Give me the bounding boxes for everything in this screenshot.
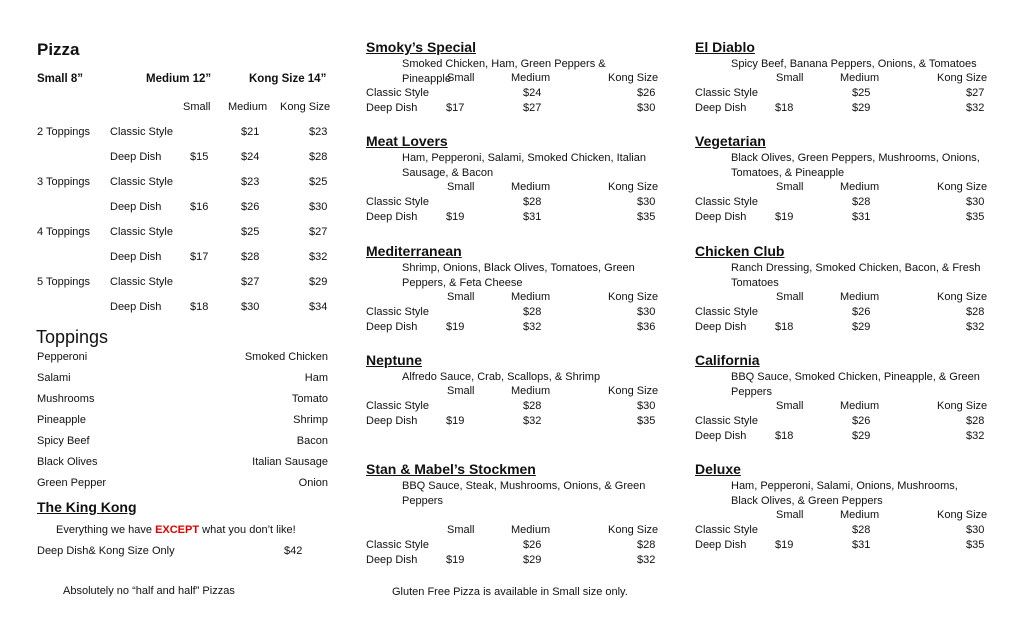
king-kong-price: $42 xyxy=(284,545,303,557)
toppings-count: 5 Toppings xyxy=(37,276,91,288)
topping-item: Ham xyxy=(304,372,328,384)
crust-style: Classic Style xyxy=(695,524,758,536)
col-header-kong: Kong Size xyxy=(937,400,988,412)
price-kong: $30 xyxy=(637,306,656,318)
price-medium: $26 xyxy=(852,306,871,318)
crust-style: Deep Dish xyxy=(695,102,747,114)
price-kong: $32 xyxy=(966,321,985,333)
crust-style: Deep Dish xyxy=(110,151,162,163)
crust-style: Deep Dish xyxy=(695,321,747,333)
topping-item: Bacon xyxy=(296,435,328,447)
specialty-title: El Diablo xyxy=(695,39,755,55)
col-header-medium: Medium xyxy=(511,181,551,193)
size-kong-heading: Kong Size 14” xyxy=(249,73,327,85)
col-header-small: Small xyxy=(183,101,211,113)
price-medium: $27 xyxy=(523,102,542,114)
price-kong: $27 xyxy=(309,226,328,238)
price-medium: $29 xyxy=(523,554,542,566)
price-kong: $30 xyxy=(637,102,656,114)
price-medium: $25 xyxy=(852,87,871,99)
specialty-title: Neptune xyxy=(366,352,422,368)
size-small-heading: Small 8” xyxy=(37,73,84,85)
topping-item: Shrimp xyxy=(293,414,328,426)
king-kong-title: The King Kong xyxy=(37,499,137,515)
topping-item: Tomato xyxy=(291,393,328,405)
price-small: $18 xyxy=(775,102,794,114)
price-kong: $28 xyxy=(966,415,985,427)
price-medium: $32 xyxy=(523,415,542,427)
price-kong: $27 xyxy=(966,87,985,99)
price-medium: $27 xyxy=(241,276,260,288)
specialty-description: Black Olives, Green Peppers, Mushrooms, Onions, Tomatoes, & Pineapple xyxy=(731,152,980,179)
topping-item: Onion xyxy=(298,477,328,489)
price-medium: $31 xyxy=(523,211,542,223)
specialty-description: BBQ Sauce, Smoked Chicken, Pineapple, & Green Peppers xyxy=(731,371,980,398)
price-medium: $24 xyxy=(523,87,542,99)
price-medium: $21 xyxy=(241,126,260,138)
topping-item: Green Pepper xyxy=(37,477,107,489)
crust-style: Classic Style xyxy=(366,196,429,208)
crust-style: Deep Dish xyxy=(366,415,418,427)
price-medium: $29 xyxy=(852,430,871,442)
price-medium: $29 xyxy=(852,102,871,114)
crust-style: Classic Style xyxy=(110,226,173,238)
specialty-title: Smoky’s Special xyxy=(366,39,476,55)
col-header-small: Small xyxy=(447,291,475,303)
king-kong-size-label: Deep Dish& Kong Size Only xyxy=(37,545,175,557)
toppings-count: 2 Toppings xyxy=(37,126,91,138)
price-medium: $32 xyxy=(523,321,542,333)
crust-style: Deep Dish xyxy=(366,321,418,333)
crust-style: Deep Dish xyxy=(110,301,162,313)
col-header-medium: Medium xyxy=(840,181,880,193)
col-header-medium: Medium xyxy=(511,72,551,84)
specialty-description: Shrimp, Onions, Black Olives, Tomatoes, Green Peppers, & Feta Cheese xyxy=(402,262,635,289)
price-kong: $30 xyxy=(637,400,656,412)
col-header-small: Small xyxy=(776,291,804,303)
price-small: $18 xyxy=(775,321,794,333)
price-small: $19 xyxy=(446,211,465,223)
specialty-title: California xyxy=(695,352,760,368)
specialty-description: Smoked Chicken, Ham, Green Peppers & Pineapple xyxy=(402,58,606,85)
price-small: $17 xyxy=(446,102,465,114)
price-kong: $32 xyxy=(966,430,985,442)
price-kong: $36 xyxy=(637,321,656,333)
price-medium: $28 xyxy=(241,251,260,263)
col-header-small: Small xyxy=(447,524,475,536)
col-header-kong: Kong Size xyxy=(608,291,659,303)
toppings-heading: Toppings xyxy=(36,327,109,347)
price-kong: $34 xyxy=(309,301,328,313)
specialty-description: BBQ Sauce, Steak, Mushrooms, Onions, & Green Peppers xyxy=(402,480,646,507)
specialty-title: Chicken Club xyxy=(695,243,785,259)
crust-style: Classic Style xyxy=(366,400,429,412)
price-kong: $35 xyxy=(966,211,985,223)
topping-item: Pepperoni xyxy=(37,351,88,363)
price-kong: $28 xyxy=(966,306,985,318)
specialty-title: Meat Lovers xyxy=(366,133,448,149)
king-kong-description: Everything we have EXCEPT what you don’t like! xyxy=(56,524,296,536)
price-medium: $26 xyxy=(241,201,260,213)
specialty-title: Vegetarian xyxy=(695,133,766,149)
price-medium: $23 xyxy=(241,176,260,188)
col-header-small: Small xyxy=(776,72,804,84)
half-and-half-note: Absolutely no “half and half” Pizzas xyxy=(63,585,235,597)
gluten-free-note: Gluten Free Pizza is available in Small size only. xyxy=(392,586,628,598)
price-small: $18 xyxy=(775,430,794,442)
price-kong: $35 xyxy=(637,415,656,427)
crust-style: Deep Dish xyxy=(695,539,747,551)
price-kong: $30 xyxy=(966,524,985,536)
col-header-kong: Kong Size xyxy=(937,509,988,521)
price-small: $19 xyxy=(446,554,465,566)
col-header-small: Small xyxy=(776,181,804,193)
specialty-description: Ranch Dressing, Smoked Chicken, Bacon, & Fresh Tomatoes xyxy=(731,262,981,289)
topping-item: Spicy Beef xyxy=(37,435,90,447)
col-header-kong: Kong Size xyxy=(280,101,331,113)
specialty-title: Mediterranean xyxy=(366,243,462,259)
price-small: $15 xyxy=(190,151,209,163)
col-header-kong: Kong Size xyxy=(937,291,988,303)
col-header-medium: Medium xyxy=(511,385,551,397)
price-medium: $28 xyxy=(523,196,542,208)
price-small: $18 xyxy=(190,301,209,313)
specialty-description: Alfredo Sauce, Crab, Scallops, & Shrimp xyxy=(402,371,601,383)
col-header-small: Small xyxy=(447,385,475,397)
toppings-count: 4 Toppings xyxy=(37,226,91,238)
specialty-description: Spicy Beef, Banana Peppers, Onions, & Tomatoes xyxy=(731,58,977,70)
crust-style: Classic Style xyxy=(110,276,173,288)
col-header-medium: Medium xyxy=(511,291,551,303)
price-kong: $23 xyxy=(309,126,328,138)
crust-style: Classic Style xyxy=(110,176,173,188)
crust-style: Classic Style xyxy=(110,126,173,138)
col-header-medium: Medium xyxy=(840,291,880,303)
crust-style: Deep Dish xyxy=(695,211,747,223)
price-kong: $30 xyxy=(966,196,985,208)
price-medium: $31 xyxy=(852,211,871,223)
crust-style: Classic Style xyxy=(695,196,758,208)
col-header-kong: Kong Size xyxy=(937,72,988,84)
col-header-kong: Kong Size xyxy=(608,181,659,193)
toppings-count: 3 Toppings xyxy=(37,176,91,188)
specialty-description: Ham, Pepperoni, Salami, Smoked Chicken, Italian Sausage, & Bacon xyxy=(402,152,646,179)
topping-item: Pineapple xyxy=(37,414,86,426)
col-header-kong: Kong Size xyxy=(937,181,988,193)
crust-style: Classic Style xyxy=(695,306,758,318)
crust-style: Deep Dish xyxy=(366,554,418,566)
price-medium: $26 xyxy=(523,539,542,551)
price-small: $16 xyxy=(190,201,209,213)
col-header-small: Small xyxy=(776,509,804,521)
topping-item: Mushrooms xyxy=(37,393,95,405)
price-medium: $29 xyxy=(852,321,871,333)
col-header-medium: Medium xyxy=(840,72,880,84)
price-kong: $35 xyxy=(637,211,656,223)
crust-style: Classic Style xyxy=(695,415,758,427)
price-kong: $32 xyxy=(637,554,656,566)
price-medium: $28 xyxy=(852,524,871,536)
col-header-small: Small xyxy=(776,400,804,412)
col-header-small: Small xyxy=(447,72,475,84)
price-medium: $24 xyxy=(241,151,260,163)
price-small: $17 xyxy=(190,251,209,263)
col-header-kong: Kong Size xyxy=(608,385,659,397)
crust-style: Deep Dish xyxy=(366,211,418,223)
price-kong: $26 xyxy=(637,87,656,99)
price-kong: $32 xyxy=(309,251,328,263)
crust-style: Classic Style xyxy=(366,539,429,551)
price-medium: $30 xyxy=(241,301,260,313)
crust-style: Deep Dish xyxy=(110,251,162,263)
topping-item: Black Olives xyxy=(37,456,98,468)
col-header-kong: Kong Size xyxy=(608,72,659,84)
crust-style: Deep Dish xyxy=(110,201,162,213)
price-medium: $26 xyxy=(852,415,871,427)
crust-style: Classic Style xyxy=(366,87,429,99)
crust-style: Deep Dish xyxy=(366,102,418,114)
price-kong: $30 xyxy=(309,201,328,213)
price-kong: $30 xyxy=(637,196,656,208)
price-kong: $32 xyxy=(966,102,985,114)
specialty-title: Stan & Mabel’s Stockmen xyxy=(366,461,536,477)
price-kong: $28 xyxy=(637,539,656,551)
price-medium: $28 xyxy=(523,306,542,318)
col-header-medium: Medium xyxy=(840,509,880,521)
price-kong: $29 xyxy=(309,276,328,288)
price-medium: $28 xyxy=(852,196,871,208)
topping-item: Italian Sausage xyxy=(252,456,328,468)
col-header-medium: Medium xyxy=(840,400,880,412)
topping-item: Smoked Chicken xyxy=(244,351,328,363)
col-header-kong: Kong Size xyxy=(608,524,659,536)
price-small: $19 xyxy=(775,539,794,551)
crust-style: Classic Style xyxy=(695,87,758,99)
crust-style: Deep Dish xyxy=(695,430,747,442)
price-kong: $25 xyxy=(309,176,328,188)
price-small: $19 xyxy=(775,211,794,223)
size-medium-heading: Medium 12” xyxy=(146,73,212,85)
pizza-heading: Pizza xyxy=(37,40,80,59)
price-small: $19 xyxy=(446,415,465,427)
price-kong: $28 xyxy=(309,151,328,163)
specialty-title: Deluxe xyxy=(695,461,741,477)
col-header-medium: Medium xyxy=(228,101,268,113)
col-header-medium: Medium xyxy=(511,524,551,536)
specialty-description: Ham, Pepperoni, Salami, Onions, Mushrooms, Black Olives, & Green Peppers xyxy=(731,480,958,507)
crust-style: Classic Style xyxy=(366,306,429,318)
price-medium: $25 xyxy=(241,226,260,238)
price-kong: $35 xyxy=(966,539,985,551)
col-header-small: Small xyxy=(447,181,475,193)
price-medium: $31 xyxy=(852,539,871,551)
price-small: $19 xyxy=(446,321,465,333)
topping-item: Salami xyxy=(37,372,71,384)
price-medium: $28 xyxy=(523,400,542,412)
